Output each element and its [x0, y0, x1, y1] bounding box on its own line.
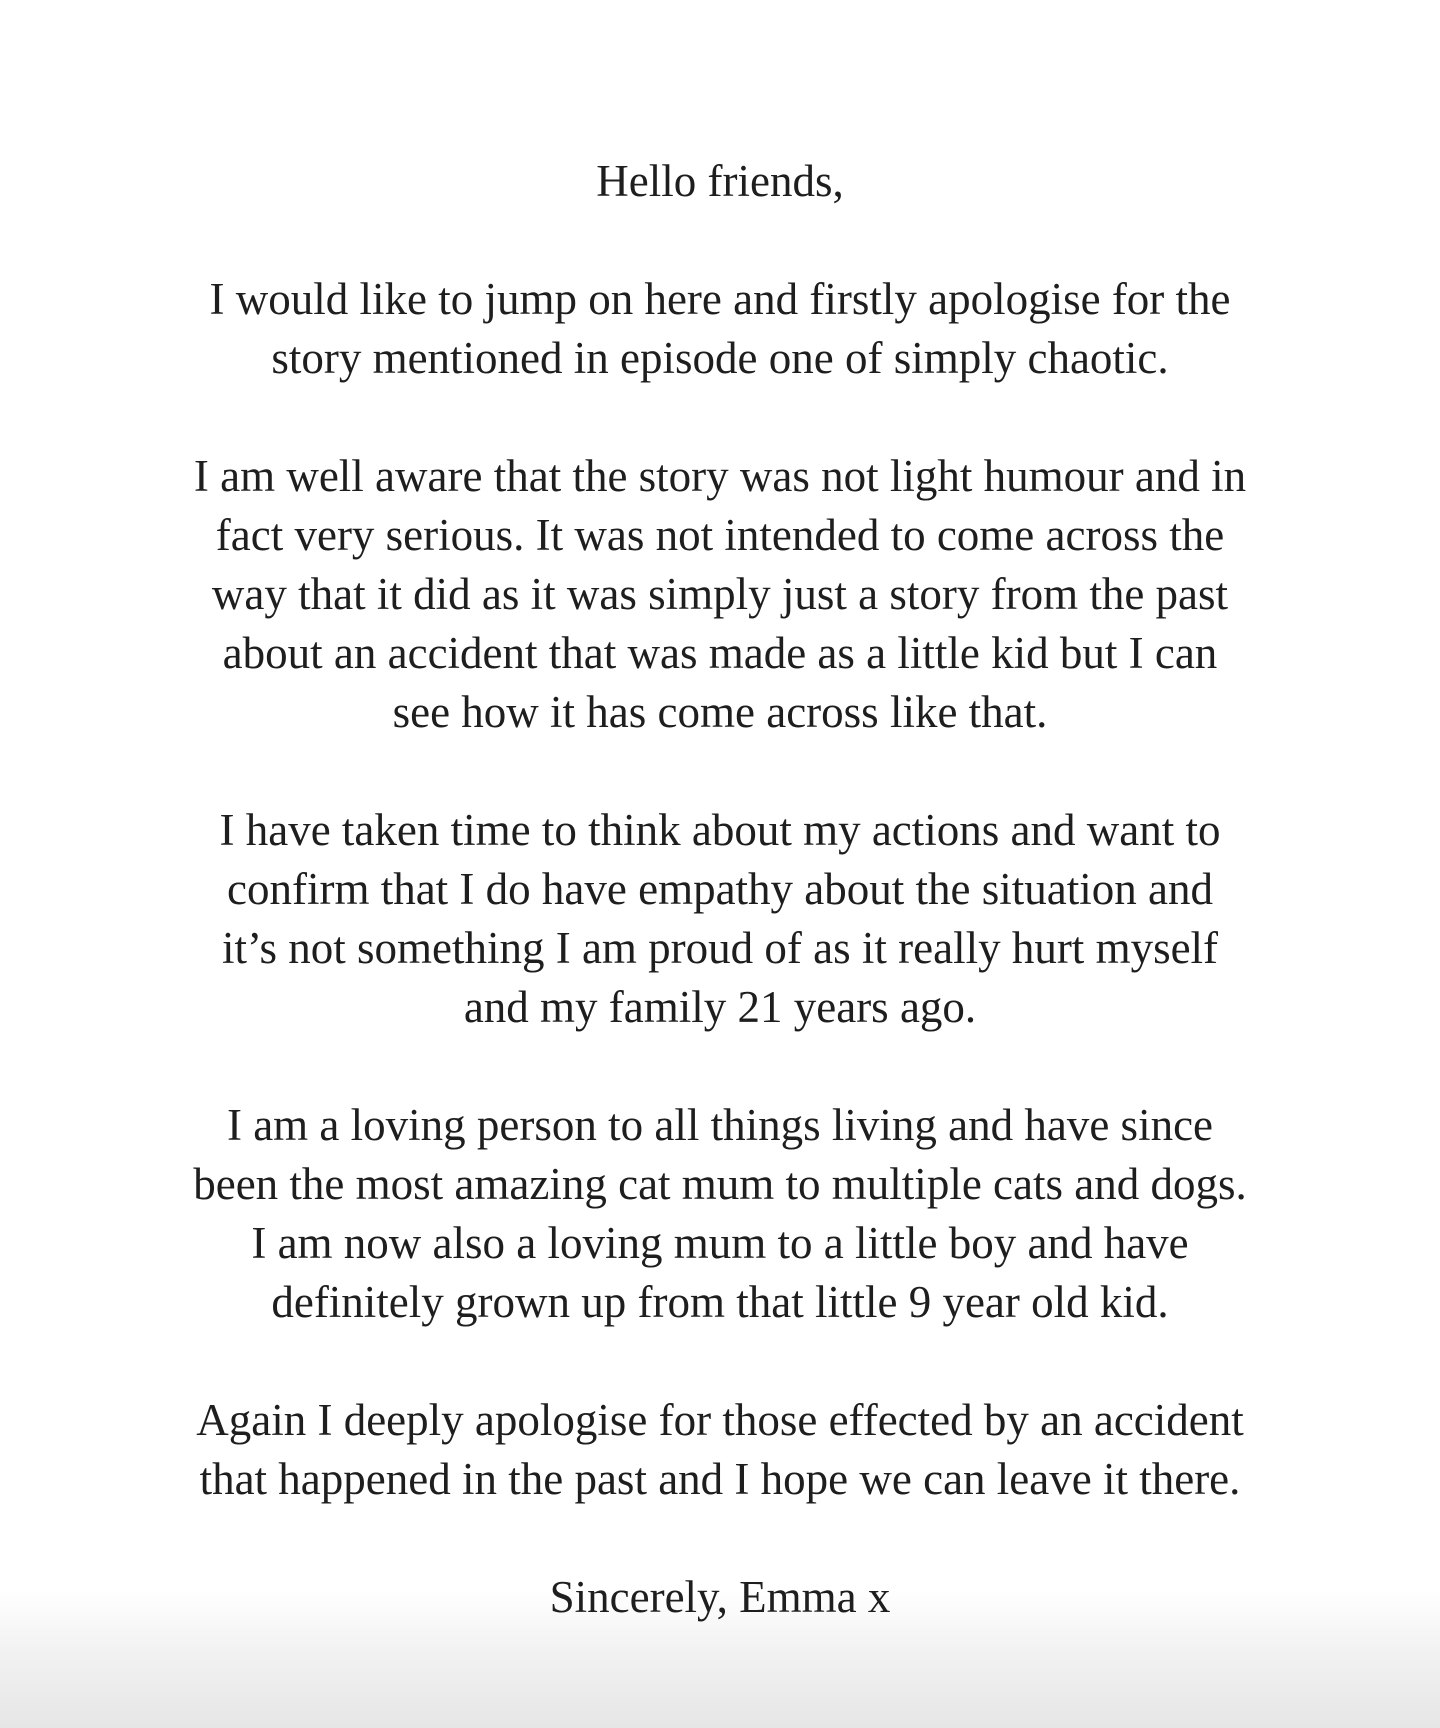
apology-letter: [0, 152, 1440, 1686]
text-line: I am a loving person to all things living and have since: [226, 1100, 1214, 1150]
text-line: I would like to jump on here and firstly apologise for the: [209, 274, 1231, 324]
paragraph-1: [0, 270, 1440, 388]
text-line: see how it has come across like that.: [392, 687, 1048, 737]
text-line: story mentioned in episode one of simply chaotic.: [271, 333, 1169, 383]
text-line: been the most amazing cat mum to multiple cats and dogs.: [193, 1159, 1247, 1209]
text-line: about an accident that was made as a little kid but I can: [222, 628, 1218, 678]
greeting-line: Hello friends,: [596, 156, 844, 206]
text-line: I am now also a loving mum to a little boy and have: [251, 1218, 1189, 1268]
greeting: [0, 152, 1440, 211]
paragraph-4: [0, 1096, 1440, 1332]
text-line: fact very serious. It was not intended to come across the: [215, 510, 1225, 560]
paragraph-2: [0, 447, 1440, 742]
text-line: I am well aware that the story was not light humour and in: [193, 451, 1247, 501]
text-line: way that it did as it was simply just a story from the past: [211, 569, 1229, 619]
signoff: [0, 1568, 1440, 1627]
text-line: confirm that I do have empathy about the situation and: [227, 864, 1213, 914]
text-line: and my family 21 years ago.: [463, 982, 977, 1032]
text-line: definitely grown up from that little 9 year old kid.: [271, 1277, 1169, 1327]
paragraph-5: [0, 1391, 1440, 1509]
signoff-line: Sincerely, Emma x: [549, 1572, 891, 1622]
text-line: I have taken time to think about my actions and want to: [219, 805, 1221, 855]
text-line: it’s not something I am proud of as it really hurt myself: [221, 923, 1219, 973]
text-line: Again I deeply apologise for those effected by an accident: [196, 1395, 1244, 1445]
text-line: that happened in the past and I hope we can leave it there.: [199, 1454, 1241, 1504]
paragraph-3: [0, 801, 1440, 1037]
